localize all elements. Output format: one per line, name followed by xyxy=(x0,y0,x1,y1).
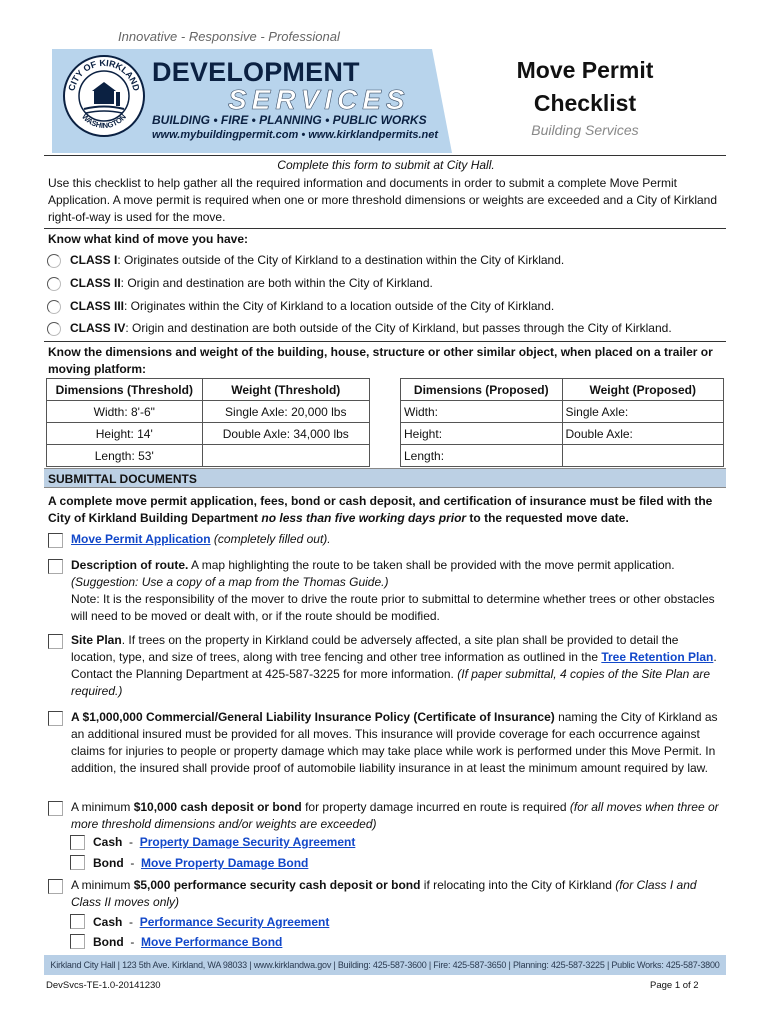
table-cell xyxy=(202,445,369,467)
damage-bond-option: Bond - Move Property Damage Bond xyxy=(93,856,309,870)
class-text: : Originates outside of the City of Kirkland to a destination within the City of Kirkland. xyxy=(117,253,565,267)
table-row xyxy=(401,423,724,445)
websites-line: www.mybuildingpermit.com • www.kirklandpermits.net xyxy=(152,129,439,141)
table-row xyxy=(47,401,370,423)
table-header-row xyxy=(401,379,724,401)
single-axle-input[interactable]: Single Axle: xyxy=(562,401,724,423)
footer-contact-band: Kirkland City Hall | 123 5th Ave. Kirkland, WA 98033 | www.kirklandwa.gov | Building: 425-587-3600 | Fire: 425-587-3650 | Planning: 425-587-3225 | Public Works: 425-587-3800 xyxy=(44,955,726,975)
class-option-2[interactable] xyxy=(47,275,433,292)
table-row xyxy=(401,401,724,423)
divider xyxy=(44,341,726,342)
performance-cash-option: Cash - Performance Security Agreement xyxy=(93,915,330,929)
divider xyxy=(44,155,726,156)
length-input[interactable]: Length: xyxy=(401,445,563,467)
table-cell xyxy=(562,445,724,467)
width-input[interactable]: Width: xyxy=(401,401,563,423)
class-option-4[interactable] xyxy=(47,320,672,337)
checklist-item-damage-deposit: A minimum $10,000 cash deposit or bond for property damage incurred en route is required (for all moves when three or more threshold dimensions and/or weights are exceeded) xyxy=(71,800,719,831)
checkbox-route[interactable] xyxy=(48,559,63,574)
city-seal-logo xyxy=(62,54,146,138)
radio-button[interactable] xyxy=(47,254,61,268)
class-label: CLASS IV xyxy=(70,321,126,335)
checkbox-performance-deposit[interactable] xyxy=(48,879,63,894)
table-cell: Single Axle: 20,000 lbs xyxy=(202,401,369,423)
class-text: : Originates within the City of Kirkland to a location outside of the City of Kirkland. xyxy=(124,299,555,313)
page-number: Page 1 of 2 xyxy=(650,980,699,991)
table-header-row xyxy=(47,379,370,401)
checkbox-damage-deposit[interactable] xyxy=(48,801,63,816)
submittal-section-title: SUBMITTAL DOCUMENTS xyxy=(44,468,726,488)
complete-form-line: Complete this form to submit at City Hall. xyxy=(277,158,495,172)
move-class-heading: Know what kind of move you have: xyxy=(48,232,249,246)
col-header: Dimensions (Proposed) xyxy=(401,379,563,401)
radio-button[interactable] xyxy=(47,322,61,336)
table-cell: Width: 8'-6" xyxy=(47,401,203,423)
move-property-damage-bond-link[interactable]: Move Property Damage Bond xyxy=(141,856,309,870)
class-text: : Origin and destination are both within the City of Kirkland. xyxy=(120,276,433,290)
checkbox-damage-bond[interactable] xyxy=(70,855,85,870)
radio-button[interactable] xyxy=(47,277,61,291)
development-title: DEVELOPMENT xyxy=(152,57,360,87)
table-cell: Height: 14' xyxy=(47,423,203,445)
submittal-intro: A complete move permit application, fees, bond or cash deposit, and certification of insurance must be filed with the City of Kirkland Building Department no less than five working days prior to the requested move date. xyxy=(48,494,713,525)
seal-city-text: CITY OF KIRKLAND xyxy=(66,57,142,92)
table-cell: Double Axle: 34,000 lbs xyxy=(202,423,369,445)
tagline: Innovative - Responsive - Professional xyxy=(118,29,340,44)
col-header: Weight (Threshold) xyxy=(202,379,369,401)
table-row xyxy=(401,445,724,467)
title-line-2: Checklist xyxy=(533,90,637,116)
title-line-1: Move Permit xyxy=(516,57,654,83)
class-label: CLASS II xyxy=(70,276,121,290)
divisions-line: BUILDING • FIRE • PLANNING • PUBLIC WORKS xyxy=(152,113,427,127)
class-option-3[interactable] xyxy=(47,298,554,315)
checklist-item-site-plan: Site Plan. If trees on the property in Kirkland could be adversely affected, a site plan shall be provided to detail the location, type, and size of trees, along with tree fencing and other tree information as outlined in the Tree Retention Plan. Contact the Planning Department at 425-587-3225 for more information. (If paper submittal, 4 copies of the Site Plan are required.) xyxy=(71,633,717,698)
class-label: CLASS III xyxy=(70,299,125,313)
intro-paragraph: Use this checklist to help gather all the required information and documents in order to submit a complete Move Permit Application. A move permit is required when one or more threshold dimensions or weights are exceeded and a City of Kirkland right-of-way is used for the move. xyxy=(48,176,718,224)
damage-cash-option: Cash - Property Damage Security Agreement xyxy=(93,835,356,849)
checklist-item-performance-deposit: A minimum $5,000 performance security cash deposit or bond if relocating into the City of Kirkland (for Class I and Class II moves only) xyxy=(71,878,697,909)
checkbox-insurance[interactable] xyxy=(48,711,63,726)
page-subtitle: Building Services xyxy=(531,122,639,138)
proposed-table xyxy=(400,378,724,467)
performance-security-agreement-link[interactable]: Performance Security Agreement xyxy=(139,915,330,929)
form-id: DevSvcs-TE-1.0-20141230 xyxy=(46,980,161,991)
checklist-item-insurance: A $1,000,000 Commercial/General Liability Insurance Policy (Certificate of Insurance) naming the City of Kirkland as an additional insured must be provided for all moves. This insurance will provide coverage for each occurrence against claims for injuries to people or property damage which may take place while work is performed under this Move Permit. In addition, the insured shall provide proof of automobile liability insurance in at least the minimum amount required by law. xyxy=(71,710,718,775)
move-performance-bond-link[interactable]: Move Performance Bond xyxy=(141,935,283,949)
threshold-table xyxy=(46,378,370,467)
col-header: Weight (Proposed) xyxy=(562,379,724,401)
dimensions-heading: Know the dimensions and weight of the building, house, structure or other similar object, when placed on a trailer or moving platform: xyxy=(48,345,713,376)
table-row xyxy=(47,423,370,445)
height-input[interactable]: Height: xyxy=(401,423,563,445)
double-axle-input[interactable]: Double Axle: xyxy=(562,423,724,445)
services-title: SERVICES xyxy=(228,84,410,115)
checkbox-performance-bond[interactable] xyxy=(70,934,85,949)
property-damage-security-agreement-link[interactable]: Property Damage Security Agreement xyxy=(139,835,356,849)
col-header: Dimensions (Threshold) xyxy=(47,379,203,401)
radio-button[interactable] xyxy=(47,300,61,314)
checklist-item-application: Move Permit Application (completely filled out). xyxy=(71,532,331,546)
table-cell: Length: 53' xyxy=(47,445,203,467)
move-permit-application-link[interactable]: Move Permit Application xyxy=(71,532,211,546)
checklist-item-route: Description of route. A map highlighting the route to be taken shall be provided with the move permit application. (Suggestion: Use a copy of a map from the Thomas Guide.) Note: It is the responsibility of the mover to drive the route prior to submittal to determine whether trees or other obstacles will need to be moved or dealt with, or if the route should be modified. xyxy=(71,558,715,623)
divider xyxy=(44,228,726,229)
class-label: CLASS I xyxy=(70,253,118,267)
checkbox-damage-cash[interactable] xyxy=(70,835,85,850)
page-title xyxy=(490,54,680,120)
checkbox-site-plan[interactable] xyxy=(48,634,63,649)
table-row xyxy=(47,445,370,467)
tree-retention-plan-link[interactable]: Tree Retention Plan xyxy=(601,650,714,664)
class-text: : Origin and destination are both outside of the City of Kirkland, but passes through the City of Kirkland. xyxy=(125,321,672,335)
class-option-1[interactable] xyxy=(47,252,564,269)
performance-bond-option: Bond - Move Performance Bond xyxy=(93,935,283,949)
checkbox-performance-cash[interactable] xyxy=(70,914,85,929)
checkbox-application[interactable] xyxy=(48,533,63,548)
seal-state-text: WASHINGTON xyxy=(80,112,128,131)
